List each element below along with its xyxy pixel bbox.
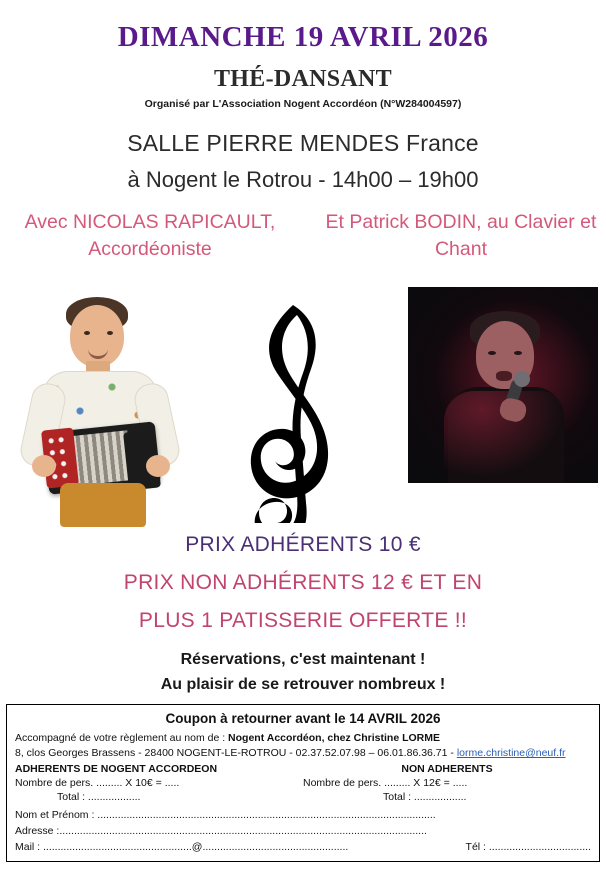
- price-members: PRIX ADHÉRENTS 10 €: [185, 533, 421, 557]
- coupon-mail-field[interactable]: Mail : ...................................................@..................................................: [15, 841, 349, 854]
- artist-left-label: Avec NICOLAS RAPICAULT, Accordéoniste: [24, 211, 276, 260]
- artist-right-label: Et Patrick BODIN, au Clavier et Chant: [325, 211, 597, 260]
- event-type-title: THÉ-DANSANT: [214, 66, 392, 93]
- coupon-payment-name: Nogent Accordéon, chez Christine LORME: [228, 732, 441, 745]
- price-non-members-line1: PRIX NON ADHÉRENTS 12 € ET EN: [123, 571, 483, 595]
- photo-singer: [408, 287, 598, 483]
- venue-name: SALLE PIERRE MENDES France: [127, 130, 479, 157]
- coupon-non-members-quantity-field[interactable]: Nombre de pers. ......... X 12€ = .....: [303, 777, 468, 790]
- coupon-box: [6, 704, 600, 862]
- coupon-payment-line: [15, 732, 591, 744]
- coupon-email-link[interactable]: lorme.christine@neuf.fr: [456, 747, 566, 760]
- coupon-columns: [15, 763, 591, 805]
- price-non-members-line2: PLUS 1 PATISSERIE OFFERTE !!: [138, 609, 468, 633]
- media-row: [0, 279, 606, 529]
- accordionist-trousers: [60, 483, 146, 527]
- coupon-title: Coupon à retourner avant le 14 AVRIL 2026: [165, 711, 441, 727]
- coupon-column-members: [15, 763, 303, 805]
- treble-clef-icon: [218, 283, 368, 523]
- coupon-address-text: 8, clos Georges Brassens - 28400 NOGENT-LE-ROTROU - 02.37.52.07.98 – 06.01.86.36.71 -: [15, 747, 457, 760]
- venue-location-time: à Nogent le Rotrou - 14h00 – 19h00: [127, 167, 479, 193]
- coupon-members-heading: ADHERENTS DE NOGENT ACCORDEON: [15, 763, 218, 776]
- coupon-contact-row: [15, 841, 591, 853]
- coupon-address-field[interactable]: Adresse :..............................................................................................................................: [15, 825, 427, 838]
- coupon-phone-field[interactable]: Tél : ...................................: [465, 841, 591, 854]
- organizer-line: Organisé par L'Association Nogent Accordéon (N°W284004597): [144, 98, 462, 111]
- coupon-members-total-field[interactable]: Total : ..................: [57, 791, 141, 804]
- event-date: DIMANCHE 19 AVRIL 2026: [117, 21, 489, 53]
- coupon-column-non-members: [303, 763, 591, 805]
- prices-block: [0, 533, 606, 633]
- coupon-name-field[interactable]: Nom et Prénom : ....................................................................................................................: [15, 809, 436, 822]
- coupon-members-quantity-field[interactable]: Nombre de pers. ......... X 10€ = .....: [15, 777, 180, 790]
- artists-headline: [0, 209, 606, 269]
- coupon-payment-prefix: Accompagné de votre règlement au nom de :: [15, 732, 229, 745]
- coupon-address-line: [15, 747, 591, 759]
- photo-accordionist: [8, 287, 198, 527]
- singer-mouth: [496, 371, 512, 381]
- reservation-note: Réservations, c'est maintenant !: [180, 651, 426, 669]
- coupon-non-members-heading: NON ADHERENTS: [401, 763, 493, 776]
- coupon-non-members-total-field[interactable]: Total : ..................: [383, 791, 467, 804]
- closing-note: Au plaisir de se retrouver nombreux !: [160, 676, 446, 694]
